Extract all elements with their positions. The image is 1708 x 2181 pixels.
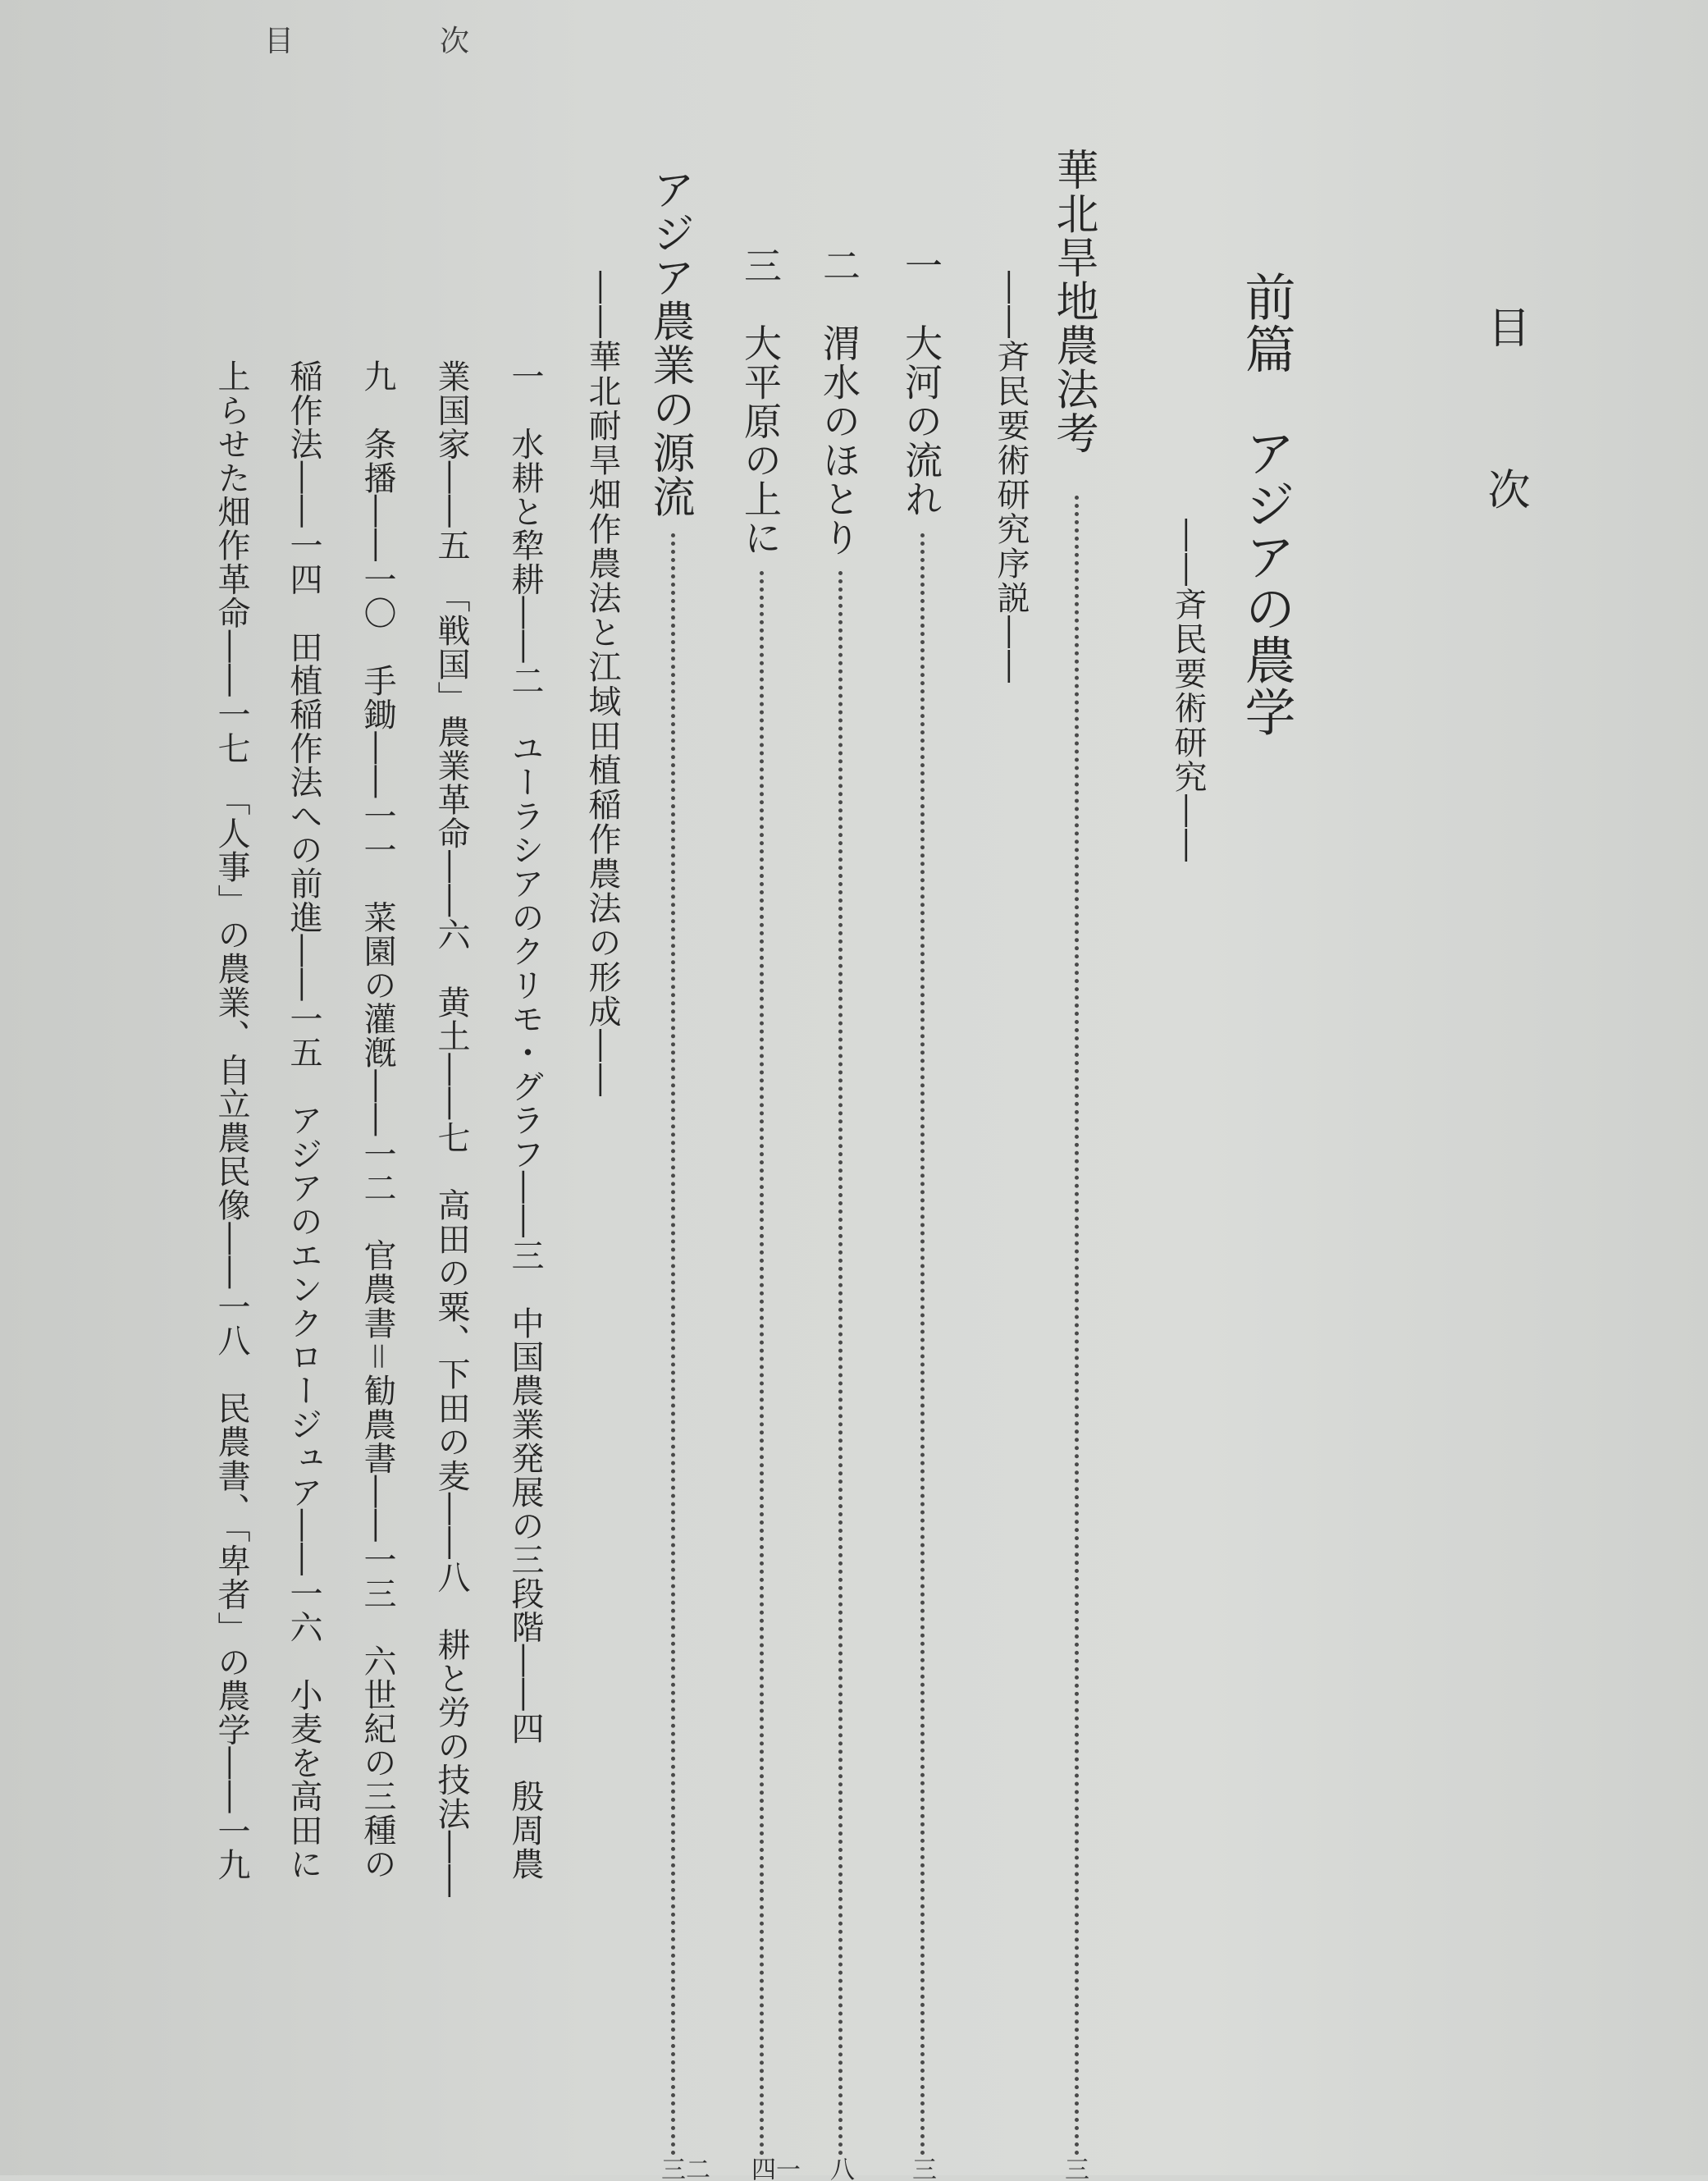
page-number: 三 <box>907 2156 936 2181</box>
chapter-subtitle: ――華北耐旱畑作農法と江域田植稲作農法の形成―― <box>583 271 621 1098</box>
page-number: 二三 <box>656 2156 710 2181</box>
detail-line: 九 条播――一〇 手鋤――一一 菜園の灌漑――一二 官農書＝勧農書――一三 六世紀の三種の <box>358 359 396 1881</box>
chapter-subtitle: ――斉民要術研究序説―― <box>992 271 1030 684</box>
page-number: 一四 <box>747 2156 800 2181</box>
section-entry: 一 大河の流れ <box>899 246 943 519</box>
page-number: 三 <box>1060 2156 1089 2181</box>
toc-title: 目 次 <box>1480 305 1529 549</box>
dot-leader <box>1075 496 1079 2156</box>
section-entry: 三 大平原の上に <box>738 246 783 558</box>
detail-line: 上らせた畑作革命――一七 「人事」の農業、自立農民像――一八 民農書、「卑者」の農学――一九 <box>212 359 250 1882</box>
dot-leader <box>760 571 764 2156</box>
dot-leader <box>671 533 675 2156</box>
chapter-title: アジア農業の源流 <box>645 167 694 519</box>
running-head-left: 目 <box>264 25 295 58</box>
part-title: 前篇 アジアの農学 <box>1236 271 1296 738</box>
dot-leader <box>920 533 925 2156</box>
detail-line: 業国家――五 「戦国」農業革命――六 黄土――七 高田の粟、下田の麦――八 耕と労の技法―― <box>432 359 470 1899</box>
detail-line: 稲作法――一四 田植稲作法への前進――一五 アジアのエンクロージュア――一六 小麦を高田に <box>285 359 322 1881</box>
section-entry: 二 渭水のほとり <box>817 246 861 558</box>
detail-line: 一 水耕と犂耕――二 ユーラシアのクリモ・グラフ――三 中国農業発展の三段階――四 殷周農 <box>506 359 544 1881</box>
page-number: 八 <box>825 2156 854 2181</box>
dot-leader <box>838 571 843 2156</box>
part-subtitle: ――斉民要術研究―― <box>1169 519 1207 863</box>
chapter-title: 華北旱地農法考 <box>1048 148 1098 455</box>
running-head-right: 次 <box>440 25 470 58</box>
